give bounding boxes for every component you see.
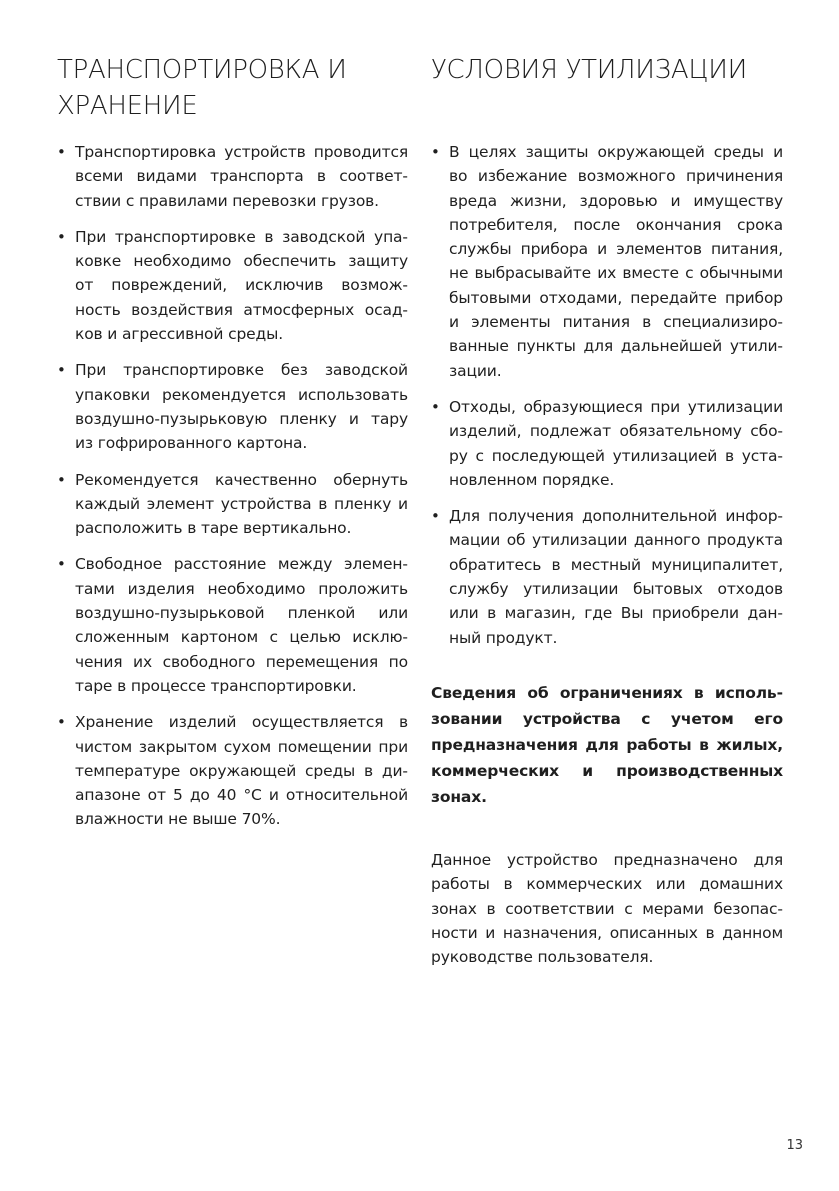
list-item: • Хранение изделий осуществляется в чистом закрытом сухом помещении при температуре окружающей среды в диапазоне от 5 до 40 °С и относительной влажности не выше 70%. bbox=[57, 710, 408, 831]
list-item: • Для получения дополнительной информации об утилизации данного продукта обратитесь в местный муниципалитет, службу утилизации бытовых отходов или в магазин, где Вы приобрели данный продукт. bbox=[431, 504, 783, 650]
restrictions-text: Данное устройство предназначено для работы в коммерческих или домашних зонах в соответствии с мерами безопасности и назначения, описанных в данном руководстве пользователя. bbox=[431, 851, 783, 967]
page-number: 13 bbox=[786, 1138, 803, 1153]
list-item: • Транспортировка устройств проводится всеми видами транспорта в соответствии с правилами перевозки грузов. bbox=[57, 140, 408, 213]
list-item: • При транспортировке без заводской упаковки рекомендуется использовать воздушно-пузырьковую пленку и тару из гофрированного картона. bbox=[57, 358, 408, 455]
list-item: • При транспортировке в заводской упаковке необходимо обеспечить защиту от повреждений, исключив возможность воздействия атмосферных осадков и агрессивной среды. bbox=[57, 225, 408, 346]
transport-storage-section bbox=[57, 52, 408, 844]
list-item: • Рекомендуется качественно обернуть каждый элемент устройства в пленку и расположить в таре вертикально. bbox=[57, 468, 408, 541]
transport-bullet-list bbox=[57, 140, 408, 832]
list-item: • Свободное расстояние между элементами изделия необходимо проложить воздушно-пузырьковой пленкой или сложенным картоном с целью исключения их свободного перемещения по таре в процессе транспортировки. bbox=[57, 552, 408, 698]
section-title-transport: ТРАНСПОРТИРОВКА И ХРАНЕНИЕ bbox=[57, 55, 347, 121]
list-item: • В целях защиты окружающей среды и во избежание возможного причинения вреда жизни, здоровью и имуществу потребителя, после окончания срока службы прибора и элементов питания, не выбрасывайте их вместе с обычными бытовыми отходами, передайте прибор и элементы питания в специализированные пункты для дальнейшей утилизации. bbox=[431, 140, 783, 383]
disposal-section bbox=[431, 52, 783, 662]
restrictions-heading: Сведения об ограничениях в использовании устройства с учетом его предназначения для работы в жилых, коммерческих и производственных зонах. bbox=[431, 684, 783, 806]
list-item: • Отходы, образующиеся при утилизации изделий, подлежат обязательному сбору с последующей утилизацией в установленном порядке. bbox=[431, 395, 783, 492]
disposal-bullet-list bbox=[431, 140, 783, 650]
section-title-disposal: УСЛОВИЯ УТИЛИЗАЦИИ bbox=[431, 55, 747, 85]
